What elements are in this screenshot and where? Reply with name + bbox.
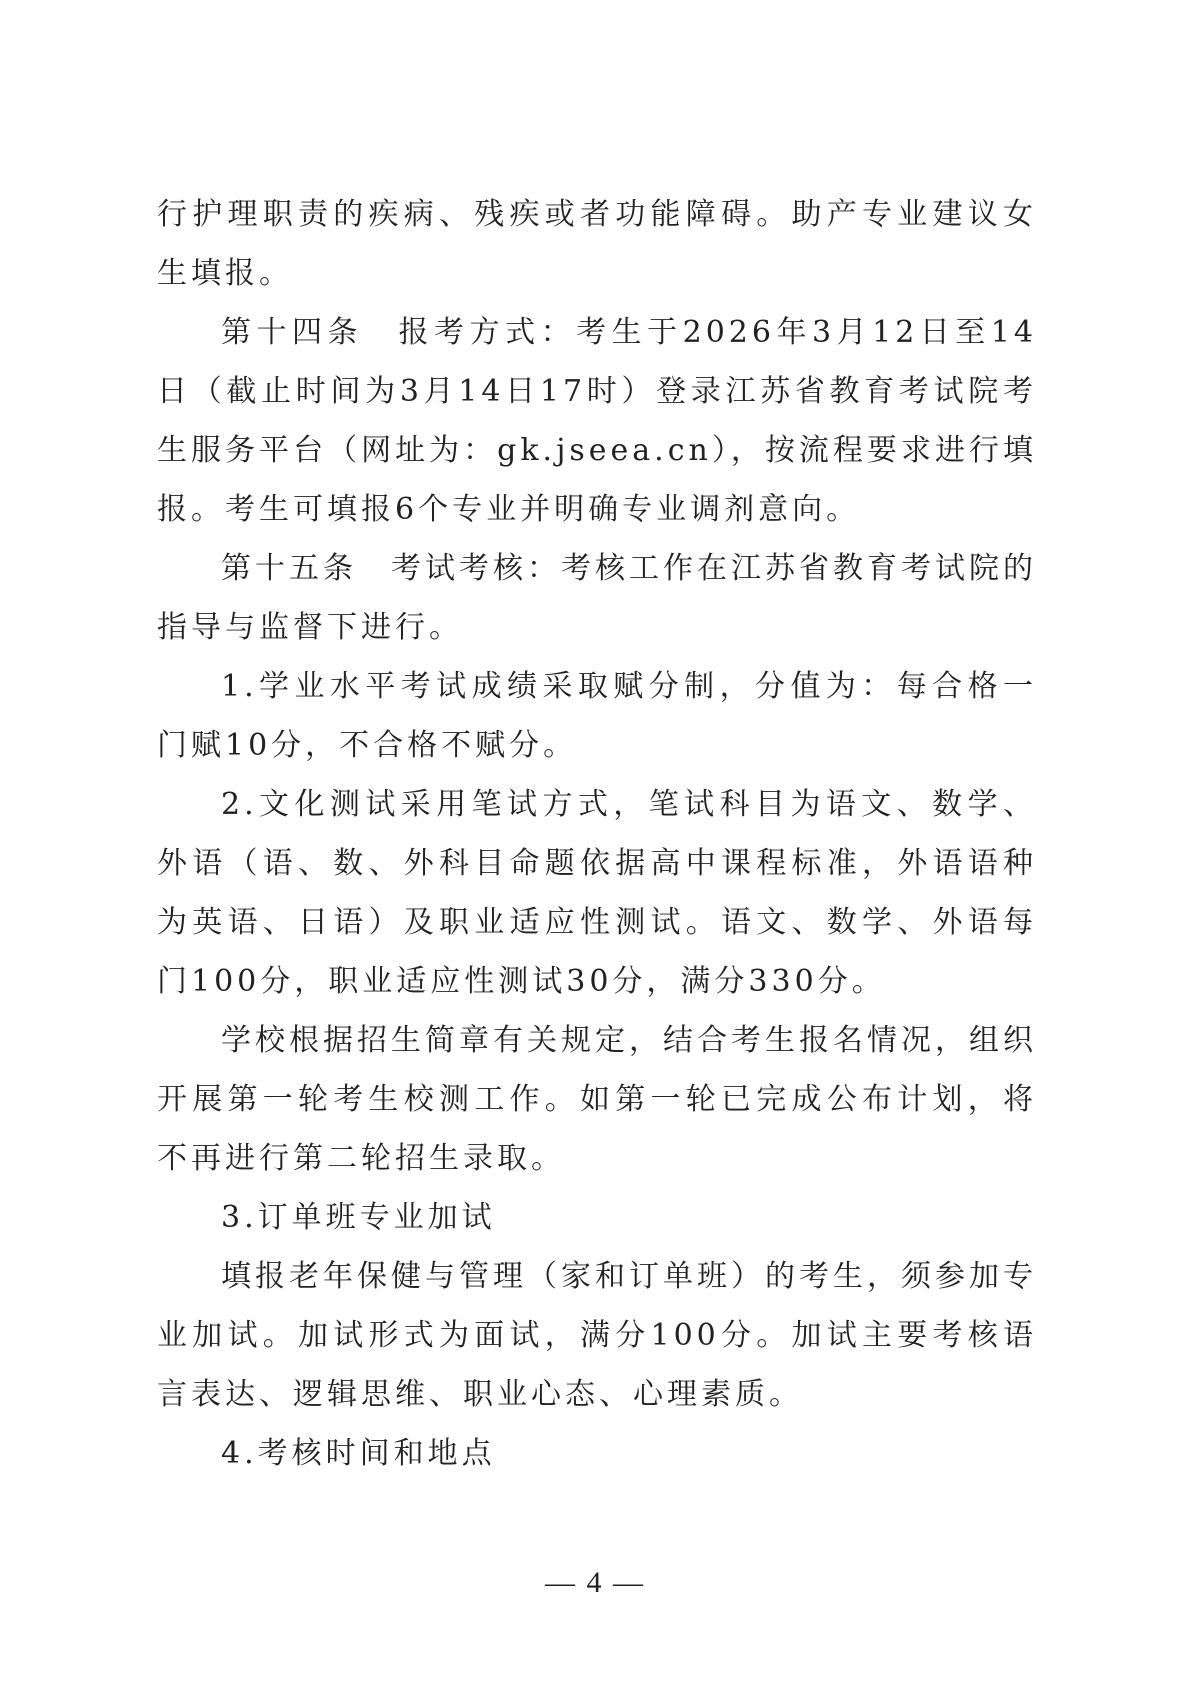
paragraph: 填报老年保健与管理（家和订单班）的考生，须参加专业加试。加试形式为面试，满分100分。加试主要考核语言表达、逻辑思维、职业心态、心理素质。 — [157, 1259, 1037, 1412]
body-text — [157, 185, 1037, 1483]
paragraph: 第十四条 报考方式：考生于2026年3月12日至14日（截止时间为3月14日17时）登录江苏省教育考试院考生服务平台（网址为：gk.jseea.cn），按流程要求进行填报。考生可填报6个专业并明确专业调剂意向。 — [157, 315, 1037, 527]
paragraph: 行护理职责的疾病、残疾或者功能障碍。助产专业建议女生填报。 — [157, 197, 1037, 291]
paragraph: 1.学业水平考试成绩采取赋分制，分值为：每合格一门赋10分，不合格不赋分。 — [157, 669, 1037, 763]
page-number: — 4 — — [545, 1566, 645, 1599]
paragraph: 学校根据招生简章有关规定，结合考生报名情况，组织开展第一轮考生校测工作。如第一轮已完成公布计划，将不再进行第二轮招生录取。 — [157, 1023, 1037, 1176]
paragraph: 4.考核时间和地点 — [221, 1436, 496, 1471]
paragraph: 3.订单班专业加试 — [221, 1200, 496, 1235]
paragraph: 2.文化测试采用笔试方式，笔试科目为语文、数学、外语（语、数、外科目命题依据高中课程标准，外语语种为英语、日语）及职业适应性测试。语文、数学、外语每门100分，职业适应性测试30分，满分330分。 — [157, 787, 1037, 999]
paragraph: 第十五条 考试考核：考核工作在江苏省教育考试院的指导与监督下进行。 — [157, 551, 1037, 645]
